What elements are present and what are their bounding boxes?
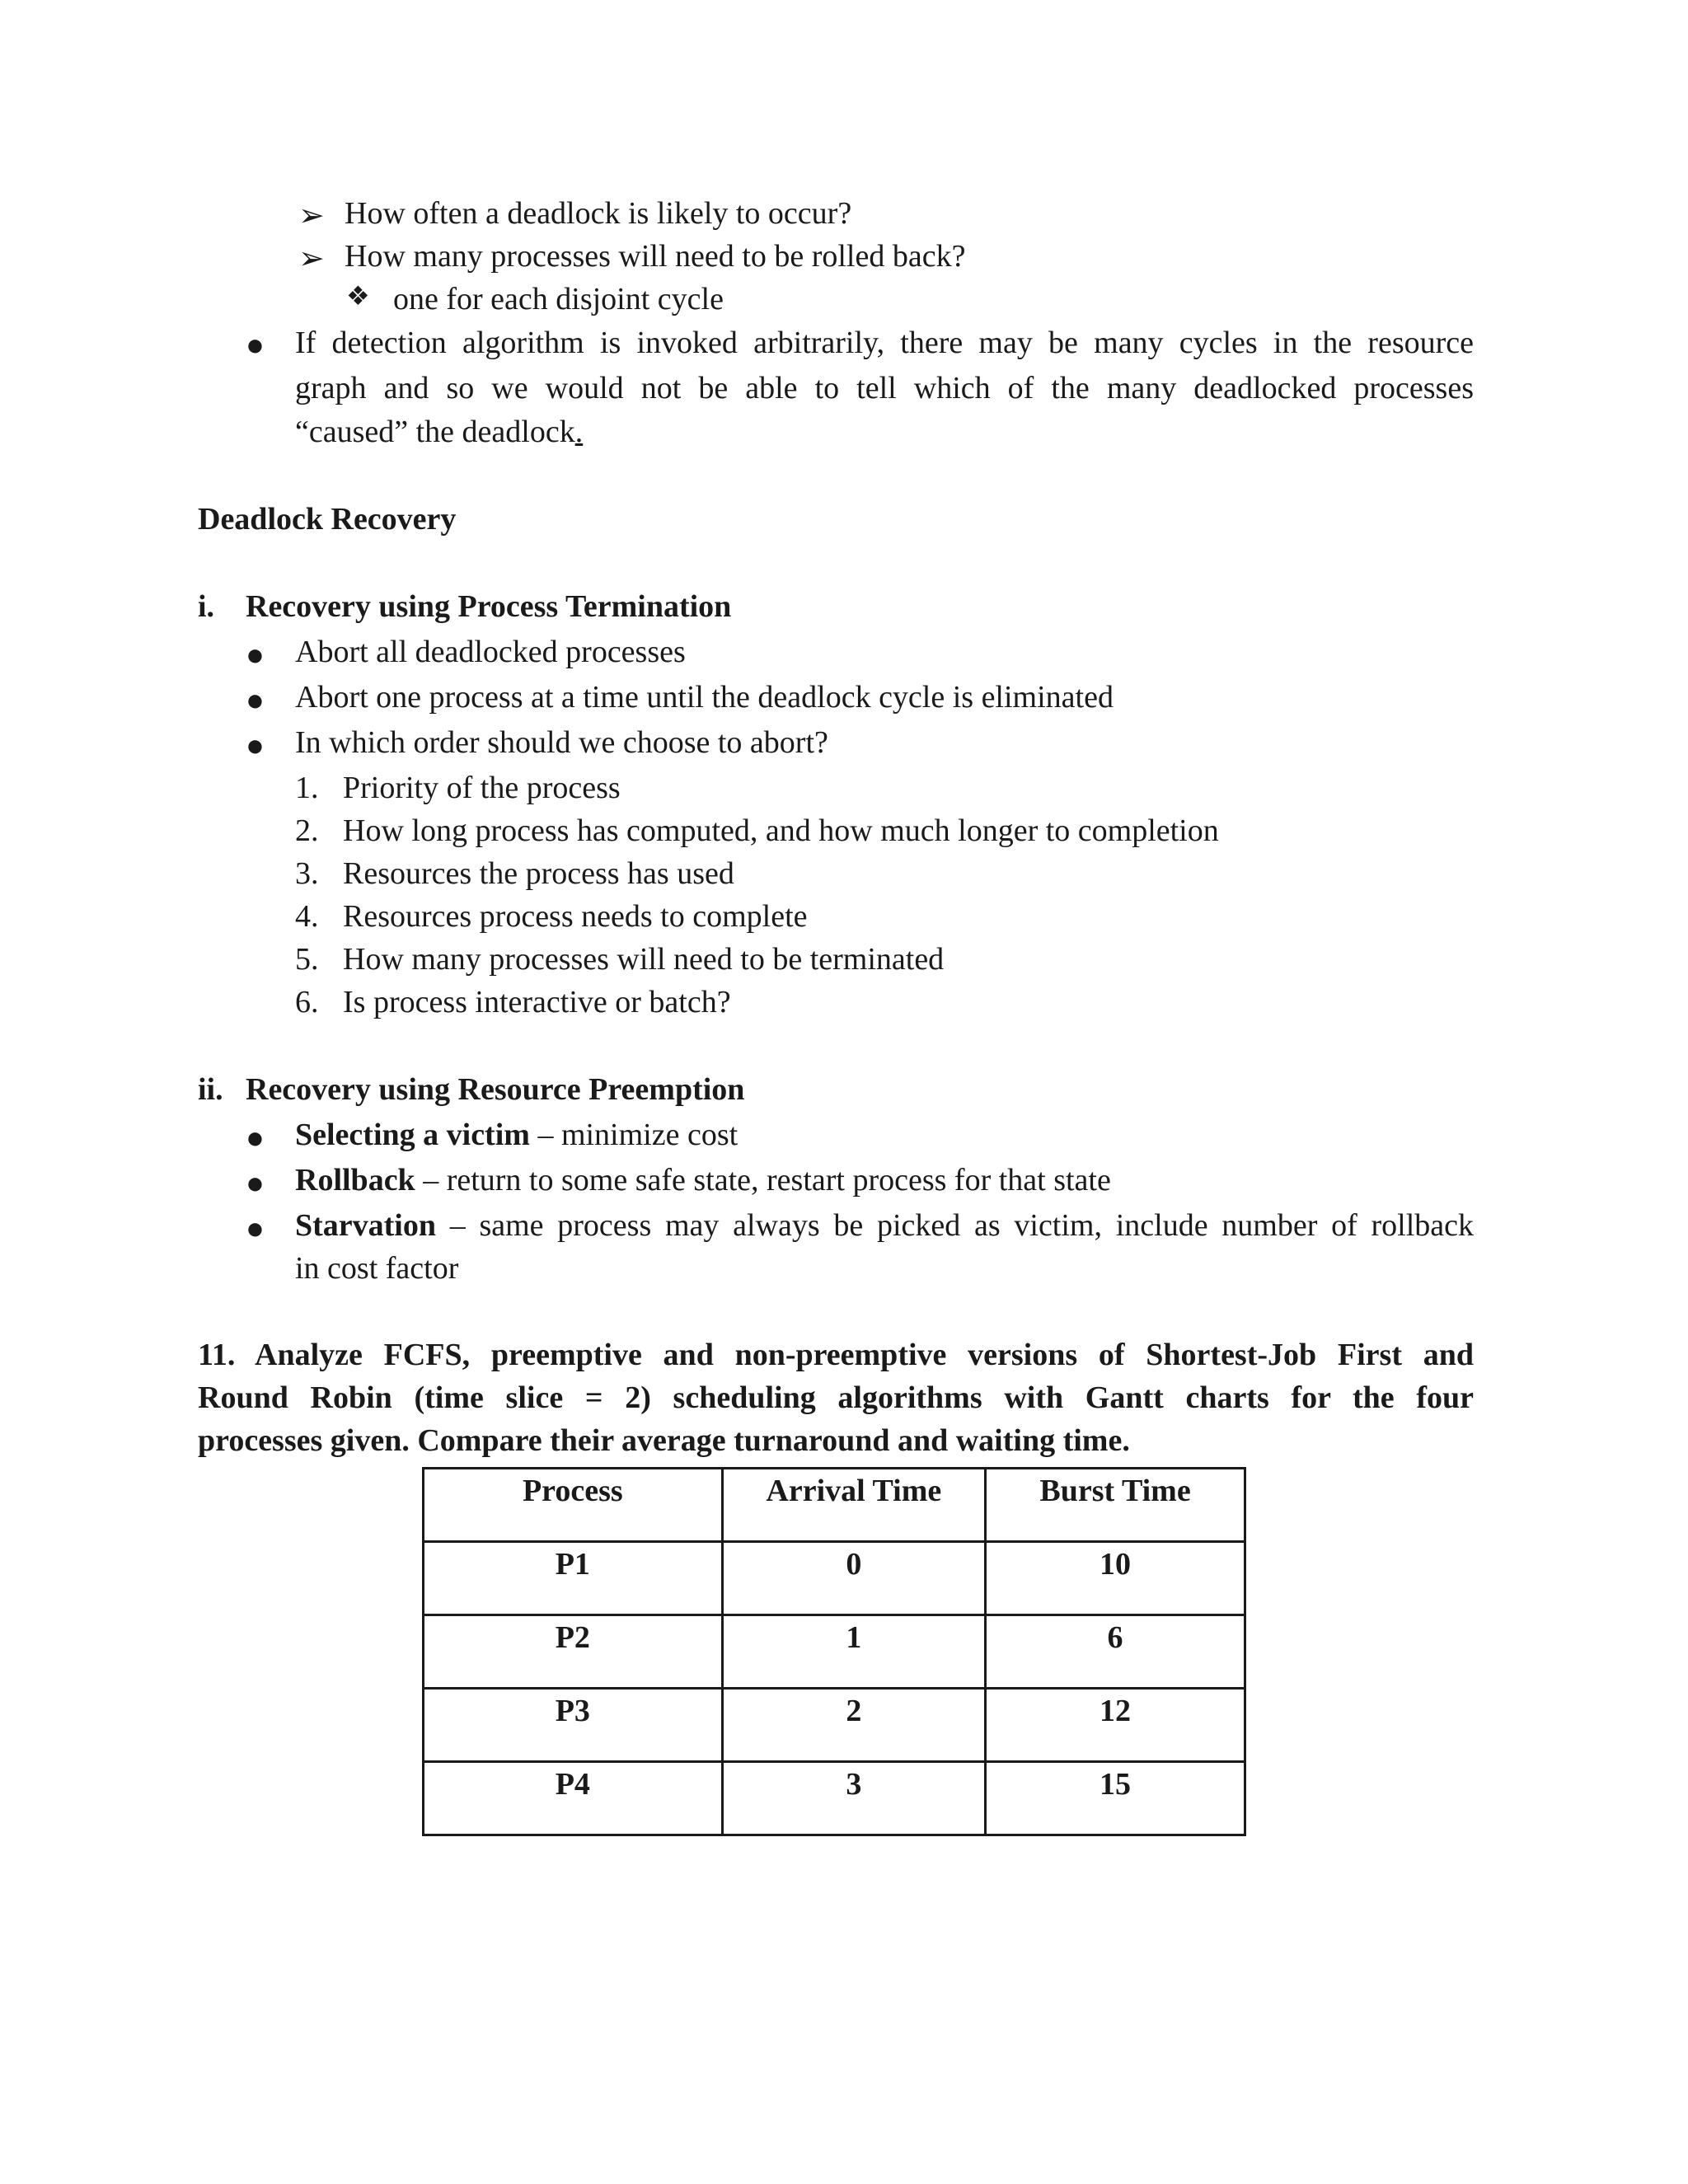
numbered-item: Resources process needs to complete xyxy=(343,899,808,934)
question-line-1: 11. Analyze FCFS, preemptive and non-preemptive versions of Shortest-Job First and xyxy=(198,1338,1474,1372)
numbered-item: Is process interactive or batch? xyxy=(343,985,731,1019)
bullet-paragraph-line-3: “caused” the deadlock. xyxy=(295,415,584,449)
section-title: Deadlock Recovery xyxy=(198,502,457,537)
arrow-bullet-icon: ➢ xyxy=(298,199,325,233)
table-cell: 2 xyxy=(722,1689,985,1762)
sub2-item-1: Selecting a victim – minimize cost xyxy=(295,1118,738,1152)
table-cell: 6 xyxy=(986,1615,1245,1689)
sub2-item-3-continuation: in cost factor xyxy=(295,1251,459,1286)
question-line-2: Round Robin (time slice = 2) scheduling algorithms with Gantt charts for the four xyxy=(198,1380,1474,1415)
numbered-index: 3. xyxy=(295,856,319,891)
table-cell: 10 xyxy=(986,1542,1245,1615)
table-row xyxy=(424,1542,1245,1615)
numbered-index: 2. xyxy=(295,813,319,848)
numbered-index: 6. xyxy=(295,985,319,1019)
table-cell: 1 xyxy=(722,1615,985,1689)
table-cell: P2 xyxy=(424,1615,723,1689)
bullet-paragraph-line-1: If detection algorithm is invoked arbitrarily, there may be many cycles in the resource xyxy=(295,326,1474,360)
sub1-bullet-2: Abort one process at a time until the deadlock cycle is eliminated xyxy=(295,680,1114,715)
bullet-dot-icon: ● xyxy=(246,1212,265,1246)
table-row xyxy=(424,1615,1245,1689)
numbered-item: Priority of the process xyxy=(343,771,621,805)
arrow-item-1: How often a deadlock is likely to occur? xyxy=(345,196,852,231)
table-cell: P1 xyxy=(424,1542,723,1615)
sub1-bullet-3: In which order should we choose to abort? xyxy=(295,725,828,760)
diamond-bullet-icon: ❖ xyxy=(346,281,370,311)
table-header-arrival: Arrival Time xyxy=(722,1469,985,1542)
numbered-item: Resources the process has used xyxy=(343,856,734,891)
table-cell: P3 xyxy=(424,1689,723,1762)
bullet-paragraph-line-2: graph and so we would not be able to tell which of the many deadlocked processes xyxy=(295,371,1474,405)
bullet-dot-icon: ● xyxy=(246,683,265,718)
table-row xyxy=(424,1689,1245,1762)
table-header-process: Process xyxy=(424,1469,723,1542)
sub1-title: Recovery using Process Termination xyxy=(246,589,732,624)
table-cell: 15 xyxy=(986,1762,1245,1835)
table-cell: 3 xyxy=(722,1762,985,1835)
sub2-item-3: Starvation – same process may always be picked as victim, include number of rollback xyxy=(295,1208,1474,1243)
bullet-dot-icon: ● xyxy=(246,1121,265,1155)
bullet-dot-icon: ● xyxy=(246,328,265,363)
sub1-numeral: i. xyxy=(198,589,215,624)
numbered-index: 1. xyxy=(295,771,319,805)
table-cell: 0 xyxy=(722,1542,985,1615)
diamond-item: one for each disjoint cycle xyxy=(393,282,724,316)
sub2-item-2: Rollback – return to some safe state, restart process for that state xyxy=(295,1163,1111,1197)
table-header-burst: Burst Time xyxy=(986,1469,1245,1542)
bullet-dot-icon: ● xyxy=(246,638,265,673)
bullet-dot-icon: ● xyxy=(246,1166,265,1201)
numbered-item: How long process has computed, and how much longer to completion xyxy=(343,813,1219,848)
table-row xyxy=(424,1762,1245,1835)
numbered-index: 4. xyxy=(295,899,319,934)
numbered-item: How many processes will need to be terminated xyxy=(343,942,945,977)
question-line-3: processes given. Compare their average turnaround and waiting time. xyxy=(198,1423,1130,1458)
table-header-row xyxy=(424,1469,1245,1542)
arrow-bullet-icon: ➢ xyxy=(298,241,325,276)
sub1-bullet-1: Abort all deadlocked processes xyxy=(295,635,686,669)
arrow-item-2: How many processes will need to be rolled back? xyxy=(345,239,966,274)
sub2-numeral: ii. xyxy=(198,1072,223,1107)
table-cell: P4 xyxy=(424,1762,723,1835)
numbered-index: 5. xyxy=(295,942,319,977)
bullet-dot-icon: ● xyxy=(246,729,265,763)
sub2-title: Recovery using Resource Preemption xyxy=(246,1072,745,1107)
process-table xyxy=(422,1467,1246,1836)
table-cell: 12 xyxy=(986,1689,1245,1762)
